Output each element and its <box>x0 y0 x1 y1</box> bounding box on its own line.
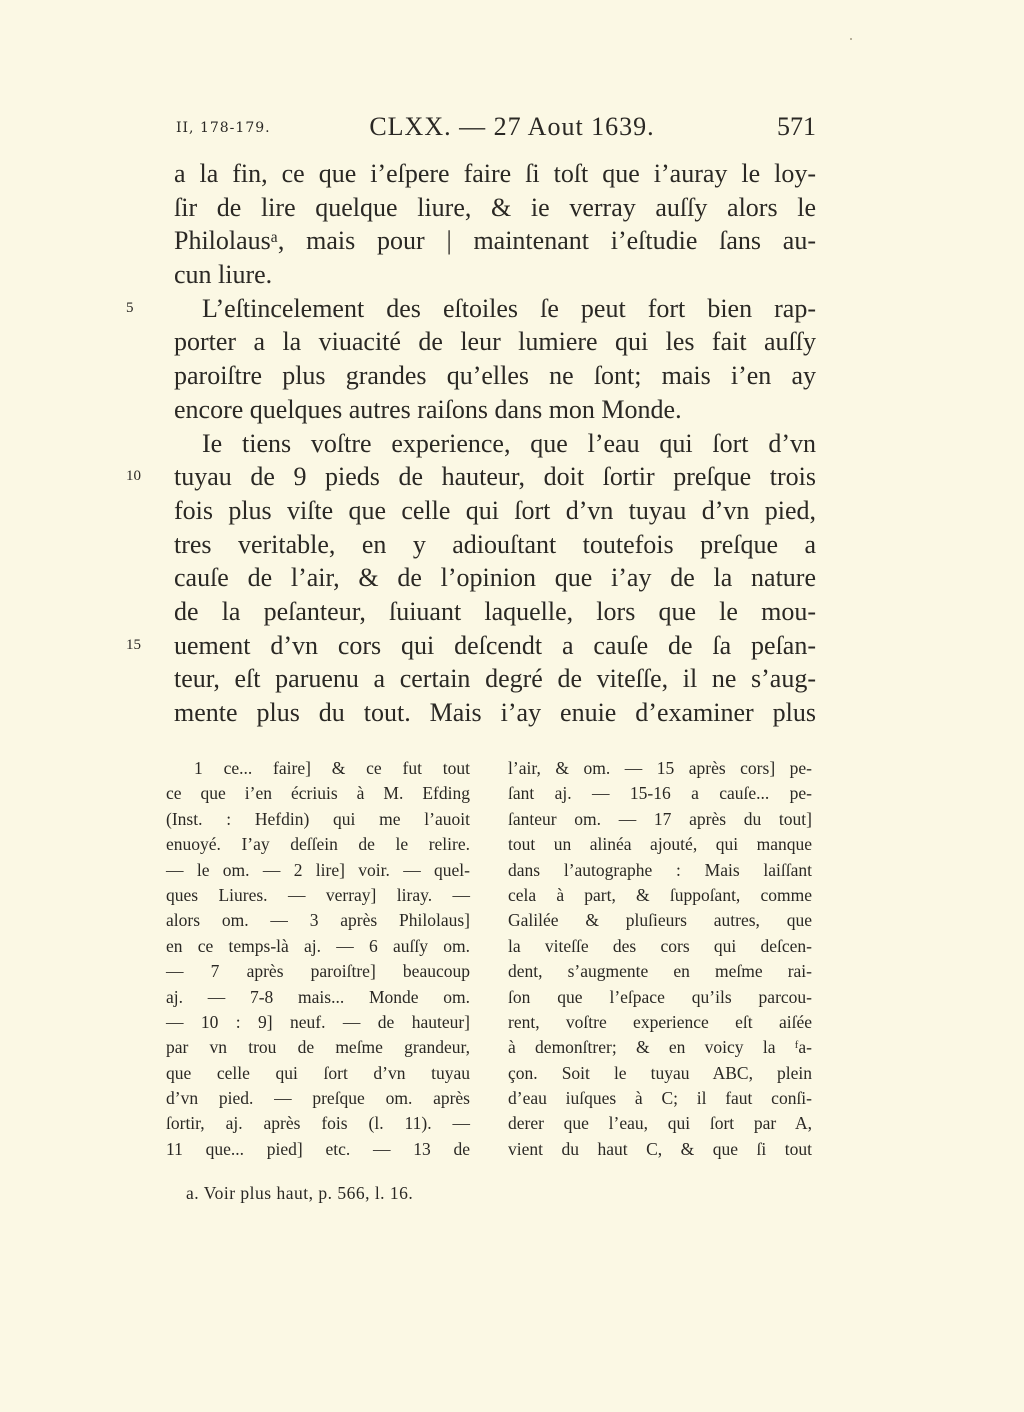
note-line: ſant aj. — 15-16 a cauſe... pe- <box>508 783 812 804</box>
note-line: tout un alinéa ajouté, qui manque <box>508 834 812 855</box>
note-line: çon. Soit le tuyau ABC, plein <box>508 1062 812 1083</box>
footnote: a. Voir plus haut, p. 566, l. 16. <box>186 1183 414 1203</box>
paper-speck <box>850 38 852 40</box>
text-line <box>174 528 816 562</box>
text-line <box>174 191 816 225</box>
text-line <box>174 157 816 191</box>
note-line: — 7 après paroiſtre] beaucoup <box>166 961 470 982</box>
line-number: 15 <box>126 636 141 653</box>
text-line-content: mente plus du tout. Mais i’ay enuie d’examiner plus <box>174 698 816 727</box>
note-line: rent, voſtre experience eſt aiſée <box>508 1011 812 1032</box>
text-line <box>174 696 816 730</box>
note-line: (Inst. : Hefdin) qui me l’auoit <box>166 808 470 829</box>
note-line: d’eau iuſques à C; il faut conſi- <box>508 1088 812 1109</box>
text-line <box>126 460 816 494</box>
text-line <box>174 494 816 528</box>
text-line <box>174 359 816 393</box>
text-line-content: cun liure. <box>174 260 273 290</box>
text-line-content: Ie tiens voſtre experience, que l’eau qui ſort d’vn <box>202 428 816 458</box>
text-line <box>174 595 816 629</box>
note-line: à demonſtrer; & en voicy la ᶠa- <box>508 1037 812 1058</box>
text-line <box>126 629 816 663</box>
note-line: derer que l’eau, qui ſort par A, <box>508 1113 812 1134</box>
note-line: — le om. — 2 lire] voir. — quel- <box>166 859 470 880</box>
note-line: par vn trou de meſme grandeur, <box>166 1037 470 1058</box>
text-line-content: a la fin, ce que i’eſpere faire ſi toſt que i’auray le loy- <box>174 159 816 188</box>
text-line-content: teur, eſt paruenu a certain degré de viteſſe, il ne s’aug- <box>174 664 816 694</box>
header-page-reference: II, 178-179. <box>176 120 271 136</box>
note-line: alors om. — 3 après Philolaus] <box>166 910 470 931</box>
note-line: en ce temps-là aj. — 6 auſſy om. <box>166 935 470 956</box>
text-line-content: Philolausᵃ, mais pour | maintenant i’eſtudie ſans au- <box>174 226 816 256</box>
note-line: ſortir, aj. après fois (l. 11). — <box>166 1113 470 1134</box>
text-line <box>174 662 816 696</box>
text-line <box>174 393 816 427</box>
note-line: que celle qui ſort d’vn tuyau <box>166 1062 470 1083</box>
text-line-content: tres veritable, en y adiouſtant toutefois preſque a <box>174 529 816 559</box>
text-line <box>174 561 816 595</box>
text-line <box>174 427 816 461</box>
note-line: l’air, & om. — 15 après cors] pe- <box>508 758 812 778</box>
notes-column-left <box>166 756 470 1162</box>
note-line: la viteſſe des cors qui deſcen- <box>508 935 812 956</box>
main-text <box>126 157 816 730</box>
note-line: dent, s’augmente en meſme rai- <box>508 961 812 982</box>
note-line: — 10 : 9] neuf. — de hauteur] <box>166 1011 470 1032</box>
header-title: CLXX. — 27 Aout 1639. <box>369 112 655 141</box>
note-line: 11 que... pied] etc. — 13 de <box>166 1138 470 1159</box>
text-line-content: cauſe de l’air, & de l’opinion que i’ay de la nature <box>174 563 816 593</box>
running-header <box>0 112 1024 144</box>
text-line-content: de la peſanteur, ſuiuant laquelle, lors que le mou- <box>174 596 816 626</box>
note-line: aj. — 7-8 mais... Monde om. <box>166 986 470 1007</box>
note-line: cela à part, & ſuppoſant, comme <box>508 884 812 905</box>
text-line-content: fois plus viſte que celle qui ſort d’vn tuyau d’vn pied, <box>174 495 816 525</box>
text-line <box>126 292 816 326</box>
notes-column-right <box>508 756 812 1162</box>
text-line-content: encore quelques autres raiſons dans mon Monde. <box>174 394 682 424</box>
line-number: 5 <box>126 299 134 316</box>
note-line: d’vn pied. — preſque om. après <box>166 1088 470 1109</box>
note-line: ce que i’en écriuis à M. Efding <box>166 783 470 804</box>
note-line: enuoyé. I’ay deſſein de le relire. <box>166 834 470 855</box>
text-line <box>174 325 816 359</box>
text-line-content: tuyau de 9 pieds de hauteur, doit ſortir preſque trois <box>174 462 816 492</box>
page-number: 571 <box>777 112 816 141</box>
line-number: 10 <box>126 468 141 485</box>
text-line <box>174 258 816 292</box>
text-line-content: ſir de lire quelque liure, & ie verray auſſy alors le <box>174 192 816 222</box>
text-line-content: paroiſtre plus grandes qu’elles ne ſont; mais i’en ay <box>174 361 816 391</box>
note-line: ques Liures. — verray] liray. — <box>166 884 470 905</box>
note-line: 1 ce... faire] & ce fut tout <box>194 758 470 778</box>
note-line: vient du haut C, & que ſi tout <box>508 1138 812 1159</box>
text-line-content: uement d’vn cors qui deſcendt a cauſe de ſa peſan- <box>174 630 816 660</box>
note-line: dans l’autographe : Mais laiſſant <box>508 859 812 880</box>
text-line-content: porter a la viuacité de leur lumiere qui les fait auſſy <box>174 327 816 357</box>
note-line: Galilée & pluſieurs autres, que <box>508 910 812 931</box>
text-line-content: L’eſtincelement des eſtoiles ſe peut fort bien rap- <box>202 293 816 323</box>
note-line: ſanteur om. — 17 après du tout] <box>508 808 812 829</box>
text-line <box>174 224 816 258</box>
note-line: ſon que l’eſpace qu’ils parcou- <box>508 986 812 1007</box>
